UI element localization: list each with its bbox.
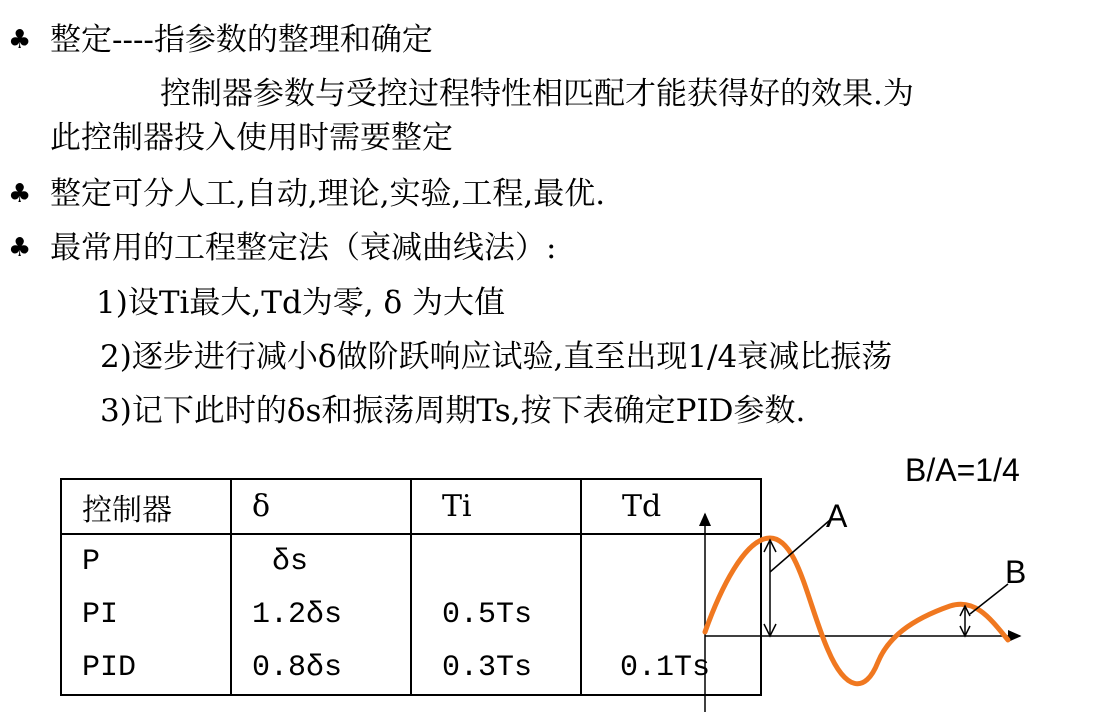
table-row bbox=[61, 588, 761, 641]
club-bullet-icon: ♣ bbox=[8, 233, 32, 263]
step-item: 2)逐步进行减小δ做阶跃响应试验,直至出现1/4衰减比振荡 bbox=[100, 339, 893, 375]
table-cell: δs bbox=[231, 534, 411, 588]
table-cell: 0.1Ts bbox=[581, 641, 761, 695]
table-cell: 0.5Ts bbox=[411, 588, 581, 641]
step-item: 3)记下此时的δs和振荡周期Ts,按下表确定PID参数. bbox=[100, 393, 806, 429]
amplitude-b-label: B bbox=[1005, 554, 1027, 590]
table-header-cell: Td bbox=[581, 479, 761, 534]
club-bullet-icon: ♣ bbox=[8, 25, 32, 55]
table-header-row bbox=[61, 479, 761, 534]
club-bullet-icon: ♣ bbox=[8, 179, 32, 209]
bullet-text: 整定可分人工,自动,理论,实验,工程,最优. bbox=[50, 176, 606, 212]
table-row bbox=[61, 534, 761, 588]
amplitude-a-label: A bbox=[826, 498, 848, 534]
table-cell: P bbox=[61, 534, 231, 588]
bullet-continuation: 控制器参数与受控过程特性相匹配才能获得好的效果.为 bbox=[160, 76, 914, 112]
table-cell bbox=[411, 534, 581, 588]
table-cell: 0.8δs bbox=[231, 641, 411, 695]
leader-a bbox=[770, 520, 830, 572]
table-header-cell: 控制器 bbox=[61, 479, 231, 534]
pid-parameter-table bbox=[60, 478, 762, 696]
bullet-continuation: 此控制器投入使用时需要整定 bbox=[50, 120, 453, 156]
bullet-text: 整定----指参数的整理和确定 bbox=[50, 22, 433, 58]
table-row bbox=[61, 641, 761, 695]
step-item: 1)设Ti最大,Td为零, δ 为大值 bbox=[96, 285, 506, 321]
table-header-cell: Ti bbox=[411, 479, 581, 534]
table-cell: 0.3Ts bbox=[411, 641, 581, 695]
table-cell: PI bbox=[61, 588, 231, 641]
table-cell: PID bbox=[61, 641, 231, 695]
leader-b bbox=[970, 584, 1008, 614]
decay-curve-figure bbox=[690, 500, 1050, 720]
decay-ratio-label: B/A=1/4 bbox=[905, 452, 1020, 488]
table-header-cell: δ bbox=[231, 479, 411, 534]
bullet-text: 最常用的工程整定法（衰减曲线法）: bbox=[50, 230, 557, 266]
table-cell: 1.2δs bbox=[231, 588, 411, 641]
